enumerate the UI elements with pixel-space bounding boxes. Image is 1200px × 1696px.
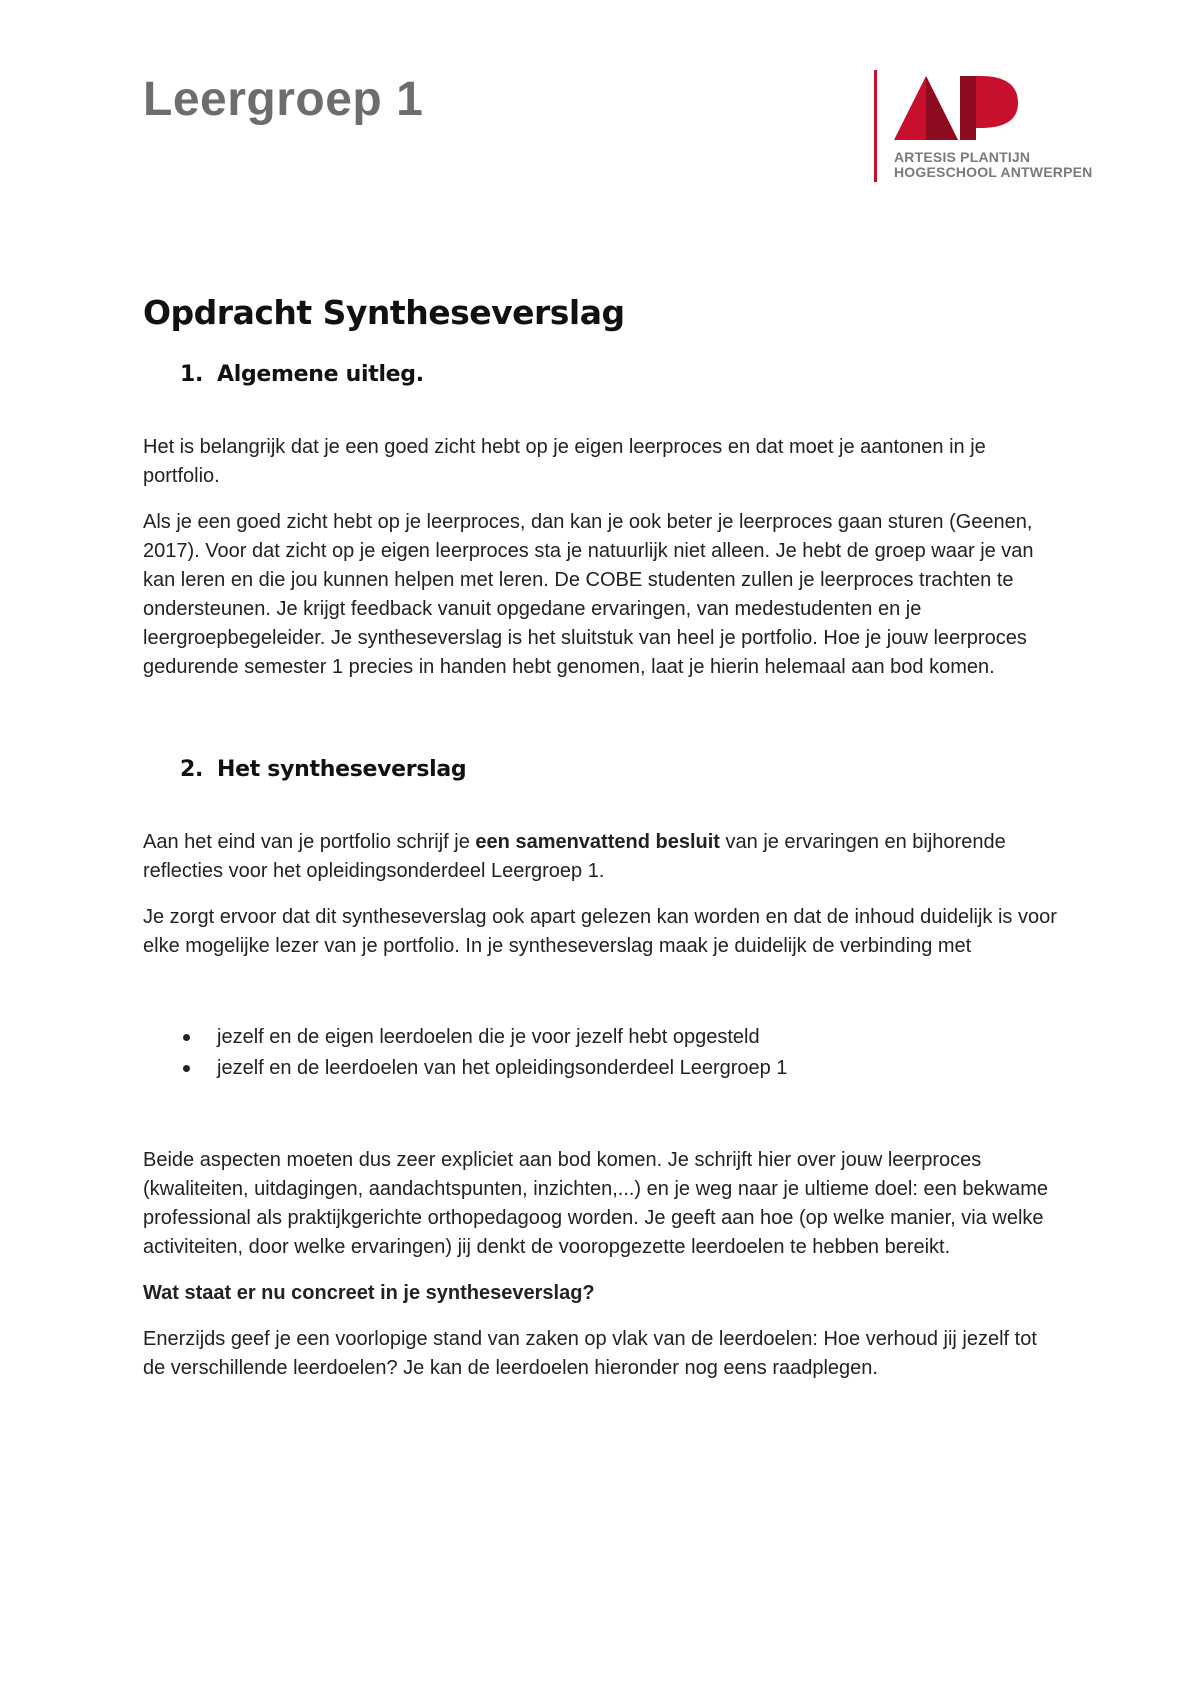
p1-after: van je ervaringen en bijhorende reflecties voor het opleidingsonderdeel Leergroep 1.: [143, 831, 1006, 882]
section-2-number: 2.: [180, 757, 204, 782]
page-header-title: Leergroep 1: [143, 73, 424, 126]
section-1-heading: [143, 362, 1063, 387]
section-2-paragraph-2: Je zorgt ervoor dat dit syntheseverslag ook apart gelezen kan worden en dat de inhoud duidelijk is voor elke mogelijke lezer van je portfolio. In je syntheseverslag maak je duidelijk de verbinding met: [143, 906, 1057, 957]
p1-bold: een samenvattend besluit: [475, 831, 720, 853]
logo-text: [894, 150, 1092, 180]
section-2-question: Wat staat er nu concreet in je syntheseverslag?: [143, 1282, 595, 1304]
doc-title: Opdracht Syntheseverslag: [143, 293, 625, 332]
logo-line-1: ARTESIS PLANTIJN: [894, 149, 1031, 165]
leerdoelen-list: [143, 1022, 1063, 1084]
section-1-number: 1.: [180, 362, 204, 387]
section-1-title: Algemene uitleg.: [217, 362, 424, 387]
section-2-title: Het syntheseverslag: [217, 757, 467, 782]
section-1-paragraph-1: Het is belangrijk dat je een goed zicht hebt op je eigen leerproces en dat moet je aantonen in je portfolio.: [143, 436, 986, 487]
logo-p-stem: [960, 76, 976, 140]
section-2-paragraph-3: Beide aspecten moeten dus zeer expliciet aan bod komen. Je schrijft hier over jouw leerproces (kwaliteiten, uitdagingen, aandachtspunten, inzichten,...) en je weg naar je ultieme doel: een bekwame professional als praktijkgerichte orthopedagoog worden. Je geeft aan hoe (op welke manier, via welke activiteiten, door welke ervaringen) jij denkt de vooropgezette leerdoelen te hebben bereikt.: [143, 1149, 1049, 1258]
logo-divider: [874, 70, 877, 182]
logo-line-2: HOGESCHOOL ANTWERPEN: [894, 164, 1093, 180]
section-2-paragraph-4: Enerzijds geef je een voorlopige stand van zaken op vlak van de leerdoelen: Hoe verhoud jij jezelf tot de verschillende leerdoelen? Je kan de leerdoelen hieronder nog eens raadplegen.: [143, 1328, 1037, 1379]
document-body: [143, 280, 1063, 1383]
p1-before: Aan het eind van je portfolio schrijf je: [143, 831, 476, 853]
ap-logo: [868, 70, 1108, 182]
section-2-heading: [143, 757, 1063, 782]
logo-a-shade: [926, 76, 958, 140]
list-item: jezelf en de leerdoelen van het opleidingsonderdeel Leergroep 1: [143, 1053, 1063, 1084]
section-1-paragraph-2: Als je een goed zicht hebt op je leerproces, dan kan je ook beter je leerproces gaan sturen (Geenen, 2017). Voor dat zicht op je eigen leerproces sta je natuurlijk niet alleen. Je hebt de groep waar je van kan leren en die jou kunnen helpen met leren. De COBE studenten zullen je leerproces trachten te ondersteunen. Je krijgt feedback vanuit opgedane ervaringen, van medestudenten en je leergroepbegeleider. Je syntheseverslag is het sluitstuk van heel je portfolio. Hoe je jouw leerproces gedurende semester 1 precies in handen hebt genomen, laat je hierin helemaal aan bod komen.: [143, 511, 1034, 678]
section-2-paragraph-1: [143, 828, 1063, 886]
list-item: jezelf en de eigen leerdoelen die je voor jezelf hebt opgesteld: [143, 1022, 1063, 1053]
